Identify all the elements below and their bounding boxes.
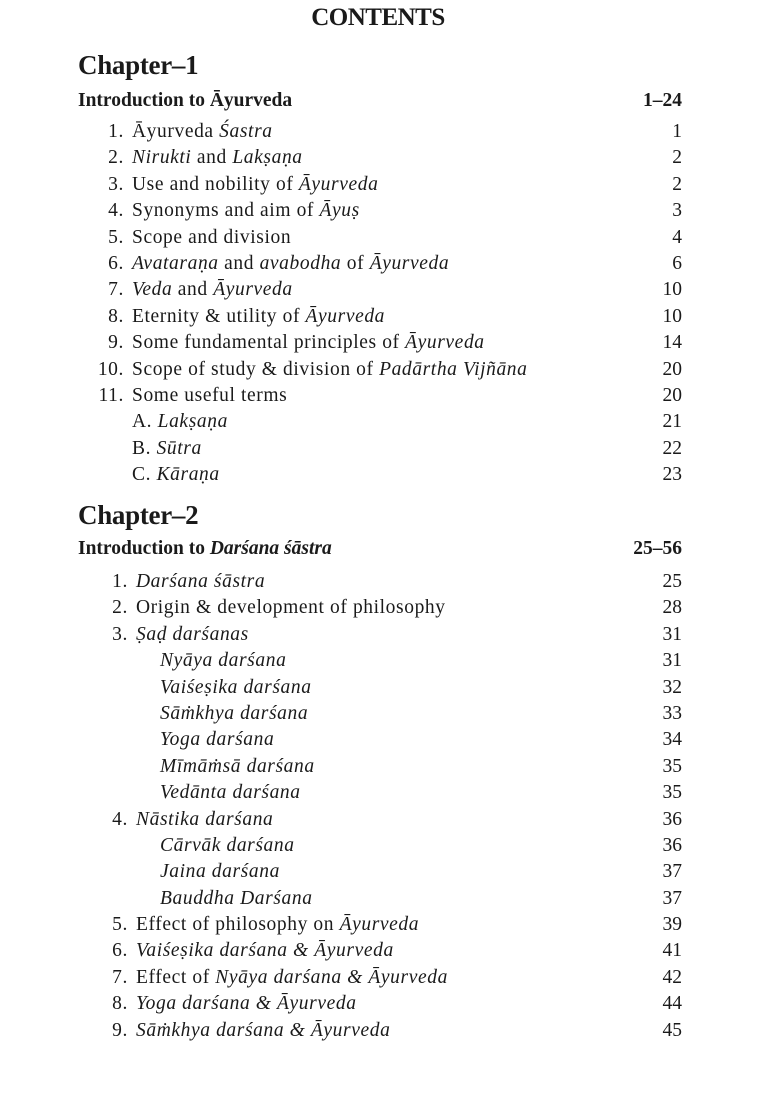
entry-title (136, 595, 622, 621)
toc-entry[interactable] (78, 648, 682, 674)
entry-title (132, 277, 622, 303)
toc-entry[interactable] (78, 727, 682, 753)
entry-title (136, 675, 622, 701)
toc-entry[interactable] (78, 991, 682, 1017)
entry-number: 8. (112, 993, 128, 1015)
entry-number: 11. (98, 384, 124, 406)
entry-title-segment: and (191, 147, 233, 169)
entry-number: 5. (112, 914, 128, 936)
entry-title (132, 198, 622, 224)
toc-entry[interactable] (78, 277, 682, 303)
entry-number (78, 701, 136, 727)
toc-entry[interactable] (78, 145, 682, 171)
entry-title (136, 569, 622, 595)
toc-entry[interactable] (78, 330, 682, 356)
entry-number (78, 436, 132, 462)
entry-page-number: 10 (662, 279, 682, 301)
toc-entry[interactable] (78, 383, 682, 409)
entry-title-segment: Sūtra (156, 437, 202, 459)
entry-page-number: 28 (662, 597, 682, 619)
entry-page-number: 1 (672, 121, 682, 142)
entry-title-segment: Vaiśeṣika darśana (160, 676, 312, 698)
entry-number: 9. (112, 1019, 128, 1041)
entry-title-segment: Sāṁkhya darśana & Āyurveda (136, 1019, 391, 1041)
entry-title-segment: B. (132, 437, 157, 459)
entry-title-segment: Āyurveda (305, 305, 386, 327)
entry-page-number: 22 (662, 437, 682, 459)
entry-title (136, 991, 622, 1017)
entry-page-number: 3 (672, 200, 682, 222)
toc-entry[interactable] (78, 807, 682, 833)
entry-page-number: 37 (662, 887, 682, 909)
entry-number: 1. (108, 121, 124, 142)
toc-entry[interactable] (78, 675, 682, 701)
entry-title-segment: Synonyms and aim of (132, 200, 320, 222)
entry-title-segment: Some useful terms (132, 384, 288, 406)
chapter-1-page-range: 1–24 (643, 90, 682, 111)
entry-title (136, 754, 622, 780)
entry-number (78, 886, 136, 912)
entry-page-number: 33 (662, 702, 682, 724)
entry-page-number: 36 (662, 834, 682, 856)
entry-title-segment: Āyurveda (405, 332, 485, 354)
entry-page-number: 6 (672, 252, 682, 274)
toc-entry[interactable] (78, 436, 682, 462)
entry-title-segment: Scope and division (132, 226, 292, 248)
toc-entry[interactable] (78, 569, 682, 595)
entry-title-segment: C. (132, 464, 157, 486)
entry-number: 2. (108, 147, 124, 169)
entry-number: 4. (112, 808, 128, 830)
entry-number: 3. (108, 173, 124, 195)
toc-entry[interactable] (78, 833, 682, 859)
entry-title (136, 701, 622, 727)
entry-title (132, 383, 622, 409)
entry-title-segment: Āyurveda (369, 252, 450, 274)
entry-title-segment: Padārtha Vijñāna (379, 358, 528, 380)
entry-title-segment: avabodha (259, 252, 342, 274)
entry-title (136, 727, 622, 753)
toc-entry[interactable] (78, 859, 682, 885)
entry-page-number: 32 (662, 676, 682, 698)
entry-title-segment: Āyuṣ (319, 200, 360, 222)
entry-number: 5. (108, 226, 124, 248)
entry-number (78, 754, 136, 780)
entry-title-segment: Veda (132, 279, 173, 301)
entry-page-number: 31 (662, 650, 682, 672)
entry-title-segment: Lakṣaṇa (157, 411, 228, 433)
entry-title (132, 304, 622, 330)
entry-title-segment: Āyurveda (298, 173, 379, 195)
chapter-2-intro-title (78, 538, 332, 560)
entry-title-segment: Mīmāṁsā darśana (160, 755, 315, 777)
entry-title-segment: Eternity & utility of (132, 305, 306, 327)
entry-page-number: 20 (662, 358, 682, 380)
entry-title-segment: Sāṁkhya darśana (160, 702, 309, 724)
entry-number: 1. (112, 571, 128, 592)
entry-title-segment: Jaina darśana (160, 861, 280, 883)
entry-number: 4. (108, 200, 124, 222)
toc-entry[interactable] (78, 701, 682, 727)
entry-title (132, 462, 622, 488)
entry-title (136, 648, 622, 674)
entry-title (136, 886, 622, 912)
entry-title-segment: Nirukti (132, 147, 192, 169)
entry-number (78, 780, 136, 806)
chapter-1-intro-title (78, 90, 292, 112)
intro-text-segment: Introduction to (78, 538, 210, 559)
toc-entry[interactable] (78, 409, 682, 435)
entry-number (78, 648, 136, 674)
toc-entry[interactable] (78, 251, 682, 277)
entry-page-number: 44 (662, 993, 682, 1015)
entry-number (78, 833, 136, 859)
entry-title-segment: Some fundamental principles of (132, 332, 406, 354)
entry-title (136, 965, 622, 991)
entry-page-number: 25 (662, 571, 682, 592)
entry-title-segment: of (341, 252, 370, 274)
toc-entry[interactable] (78, 595, 682, 621)
entry-title (136, 859, 622, 885)
entry-page-number: 41 (662, 940, 682, 962)
entry-title-segment: Nyāya darśana & Āyurveda (215, 966, 448, 988)
entry-number (78, 727, 136, 753)
entry-number: 7. (108, 279, 124, 301)
entry-title (132, 251, 622, 277)
toc-entry[interactable] (78, 119, 682, 145)
entry-title-segment: Āyurveda (339, 914, 420, 936)
entry-title-segment: Scope of study & division of (132, 358, 380, 380)
entry-number: 6. (112, 940, 128, 962)
entry-title (136, 622, 622, 648)
toc-entry[interactable] (78, 938, 682, 964)
entry-title (136, 780, 622, 806)
entry-page-number: 21 (662, 411, 682, 433)
toc-entry[interactable] (78, 462, 682, 488)
entry-title-segment: Use and nobility of (132, 173, 299, 195)
entry-page-number: 37 (662, 861, 682, 883)
entry-title-segment: Origin & development of philosophy (136, 597, 446, 619)
entry-page-number: 2 (672, 147, 682, 169)
entry-page-number: 10 (662, 305, 682, 327)
entry-title-segment: Effect of (136, 966, 216, 988)
entry-title (132, 145, 622, 171)
entry-title-segment: Yoga darśana (160, 729, 275, 751)
entry-title-segment: Vaiśeṣika darśana & Āyurveda (136, 940, 394, 962)
chapter-1-intro (78, 90, 682, 112)
entry-title-segment: Yoga darśana & Āyurveda (136, 993, 357, 1015)
entry-title-segment: Avataraṇa (132, 252, 219, 274)
entry-title-segment: Ṣaḍ darśanas (136, 623, 249, 645)
chapter-1-entries (78, 119, 682, 488)
entry-title-segment: Lakṣaṇa (232, 147, 303, 169)
entry-number: 7. (112, 966, 128, 988)
toc-entry[interactable] (78, 1018, 682, 1044)
toc-entry[interactable] (78, 886, 682, 912)
chapter-2-entries (78, 569, 682, 1044)
entry-page-number: 23 (662, 464, 682, 486)
chapter-2-heading: Chapter–2 (78, 500, 199, 530)
entry-title-segment: Nāstika darśana (136, 808, 274, 830)
entry-title (136, 912, 622, 938)
entry-page-number: 45 (662, 1019, 682, 1041)
entry-page-number: 2 (672, 173, 682, 195)
entry-title-segment: Darśana śāstra (136, 571, 266, 592)
chapter-2-intro (78, 538, 682, 560)
toc-entry[interactable] (78, 754, 682, 780)
entry-title-segment: and (172, 279, 214, 301)
entry-title (136, 1018, 622, 1044)
entry-title-segment: Effect of philosophy on (136, 914, 340, 936)
entry-page-number: 35 (662, 755, 682, 777)
toc-entry[interactable] (78, 225, 682, 251)
intro-text-segment: Introduction to Āyurveda (78, 90, 293, 111)
toc-entry[interactable] (78, 304, 682, 330)
entry-title-segment: Cārvāk darśana (160, 834, 295, 856)
entry-number: 9. (108, 332, 124, 354)
toc-entry[interactable] (78, 198, 682, 224)
entry-page-number: 34 (662, 729, 682, 751)
entry-page-number: 14 (662, 332, 682, 354)
entry-page-number: 20 (662, 384, 682, 406)
entry-title (132, 357, 622, 383)
entry-number (78, 462, 132, 488)
page-title: CONTENTS (311, 4, 445, 31)
entry-page-number: 4 (672, 226, 682, 248)
toc-entry[interactable] (78, 357, 682, 383)
entry-number: 6. (108, 252, 124, 274)
entry-title (132, 436, 622, 462)
entry-number: 8. (108, 305, 124, 327)
entry-title-segment: Bauddha Darśana (160, 887, 313, 909)
entry-page-number: 36 (662, 808, 682, 830)
toc-entry[interactable] (78, 965, 682, 991)
intro-text-segment: Darśana śāstra (209, 538, 332, 559)
entry-title (132, 409, 622, 435)
entry-title-segment: Nyāya darśana (160, 650, 287, 672)
entry-number: 2. (112, 597, 128, 619)
entry-title-segment: A. (132, 411, 158, 433)
entry-title-segment: Vedānta darśana (160, 782, 301, 804)
entry-title (132, 225, 622, 251)
entry-page-number: 35 (662, 782, 682, 804)
entry-title (136, 807, 622, 833)
entry-title (136, 833, 622, 859)
entry-title-segment: and (218, 252, 260, 274)
entry-number (78, 859, 136, 885)
entry-page-number: 42 (662, 966, 682, 988)
entry-page-number: 39 (662, 914, 682, 936)
entry-number: 10. (97, 358, 124, 380)
entry-number: 3. (112, 623, 128, 645)
entry-title-segment: Śastra (219, 121, 273, 142)
entry-number (78, 675, 136, 701)
entry-page-number: 31 (662, 623, 682, 645)
chapter-2-page-range: 25–56 (633, 538, 682, 559)
entry-number (78, 409, 132, 435)
entry-title-segment: Kāraṇa (156, 464, 220, 486)
toc-entry[interactable] (78, 172, 682, 198)
chapter-1-heading: Chapter–1 (78, 50, 199, 80)
toc-entry[interactable] (78, 622, 682, 648)
toc-entry[interactable] (78, 912, 682, 938)
entry-title-segment: Āyurveda (213, 279, 293, 301)
entry-title (136, 938, 622, 964)
entry-title (132, 119, 622, 145)
toc-entry[interactable] (78, 780, 682, 806)
entry-title-segment: Āyurveda (132, 121, 220, 142)
entry-title (132, 330, 622, 356)
entry-title (132, 172, 622, 198)
